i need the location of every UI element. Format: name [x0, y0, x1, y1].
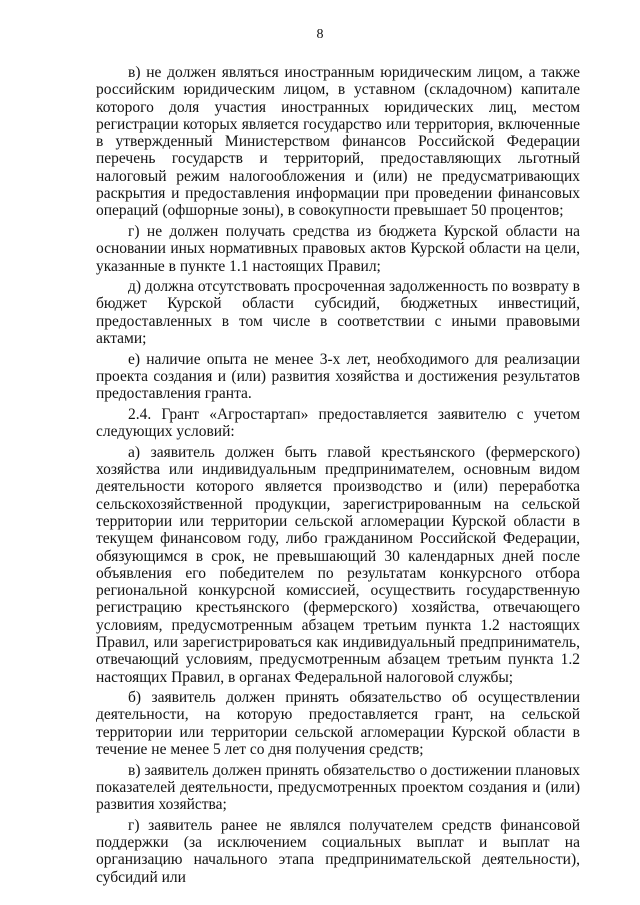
- paragraph-e: е) наличие опыта не менее 3-х лет, необходимого для реализации проекта создания и (или) развития хозяйства и достижения результатов предоставления гранта.: [96, 350, 580, 403]
- paragraph-v: в) не должен являться иностранным юридическим лицом, а также российским юридическим лицом, в уставном (складочном) капитале которого доля участия иностранных юридических лиц, местом регистрации которых является государство или территория, включенные в утвержденный Министерством финансов Российской Федерации перечень государств и территорий, предоставляющих льготный налоговый режим налогообложения и (или) не предусматривающих раскрытия и предоставления информации при проведении финансовых операций (офшорные зоны), в совокупности превышает 50 процентов;: [96, 64, 580, 220]
- paragraph-2-4: 2.4. Грант «Агростартап» предоставляется заявителю с учетом следующих условий:: [96, 405, 580, 441]
- paragraph-a: а) заявитель должен быть главой крестьянского (фермерского) хозяйства или индивидуальным предпринимателем, основным видом деятельности которого является производство и (или) переработка сельскохозяйственной продукции, зарегистрированным на сельской территории или территории сельской агломерации Курской области в текущем финансовом году, либо гражданином Российской Федерации, обязующимся в срок, не превышающий 30 календарных дней после объявления его победителем по результатам конкурсного отбора региональной конкурсной комиссией, осуществить государственную регистрацию крестьянского (фермерского) хозяйства, отвечающего условиям, предусмотренным абзацем третьим пункта 1.2 настоящих Правил, или зарегистрироваться как индивидуальный предприниматель, отвечающий условиям, предусмотренным абзацем третьим пункта 1.2 настоящих Правил, в органах Федеральной налоговой службы;: [96, 443, 580, 686]
- paragraph-g: г) не должен получать средства из бюджета Курской области на основании иных нормативных правовых актов Курской области на цели, указанные в пункте 1.1 настоящих Правил;: [96, 222, 580, 275]
- paragraph-g2: г) заявитель ранее не являлся получателем средств финансовой поддержки (за исключением социальных выплат и выплат на организацию начального этапа предпринимательской деятельности), субсидий или: [96, 816, 580, 886]
- document-body: [96, 64, 580, 886]
- paragraph-v2: в) заявитель должен принять обязательство о достижении плановых показателей деятельности, предусмотренных проектом создания и (или) развития хозяйства;: [96, 761, 580, 814]
- paragraph-d: д) должна отсутствовать просроченная задолженность по возврату в бюджет Курской области субсидий, бюджетных инвестиций, предоставленных в том числе в соответствии с иными правовыми актами;: [96, 278, 580, 348]
- page-number: 8: [316, 27, 324, 42]
- paragraph-b: б) заявитель должен принять обязательство об осуществлении деятельности, на которую предоставляется грант, на сельской территории или территории сельской агломерации Курской области в течение не менее 5 лет со дня получения средств;: [96, 689, 580, 759]
